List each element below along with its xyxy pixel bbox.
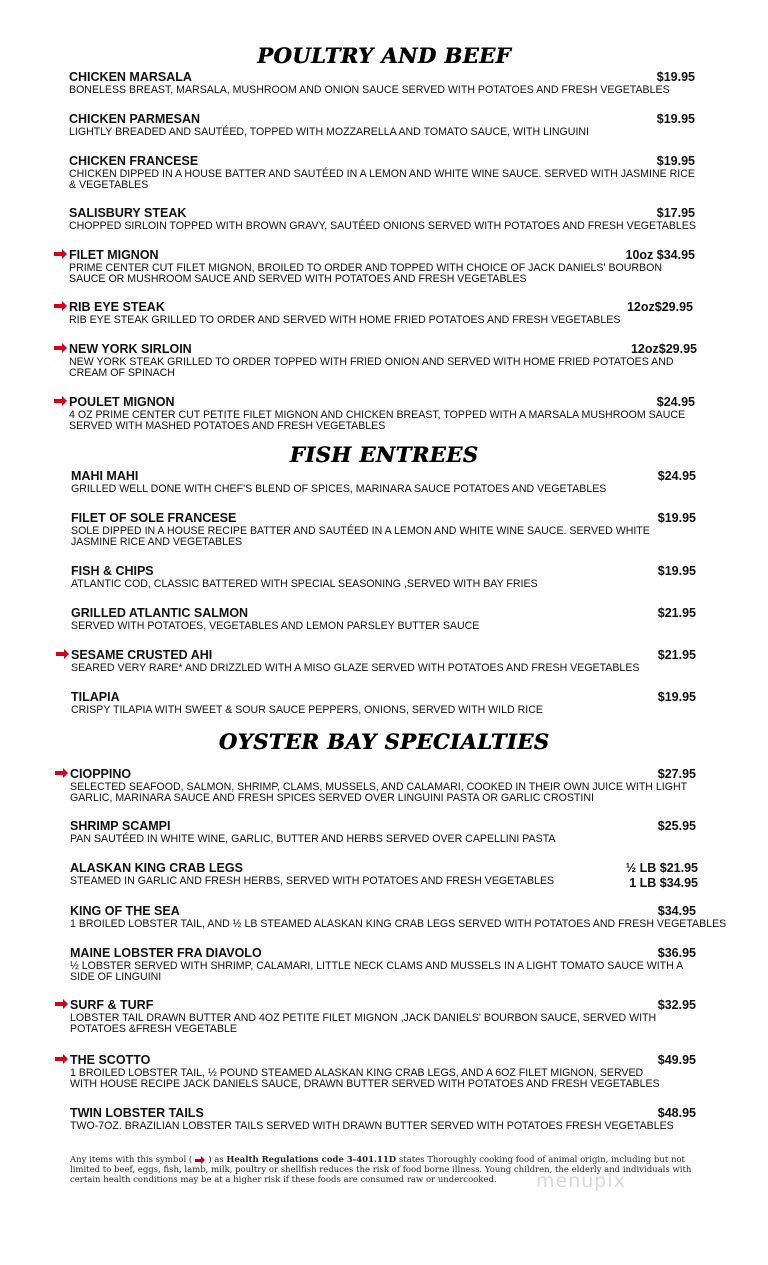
item-price: $19.95 (656, 154, 695, 168)
item-name: SURF & TURF (70, 998, 154, 1012)
item-price: $19.95 (657, 511, 696, 525)
item-price: $19.95 (657, 690, 696, 704)
arrow-icon (54, 252, 63, 256)
item-description: SEARED VERY RARE* AND DRIZZLED WITH A MISO GLAZE SERVED WITH POTATOES AND FRESH VEGETABLES (71, 662, 640, 674)
item-name: CIOPPINO (70, 767, 132, 781)
arrow-icon (192, 1156, 208, 1164)
item-description: TWO-7OZ. BRAZILIAN LOBSTER TAILS SERVED WITH DRAWN BUTTER SERVED WITH POTATOES FRESH VEGETABLES (70, 1120, 674, 1132)
arrow-icon (54, 346, 63, 350)
item-name: POULET MIGNON (69, 395, 175, 409)
item-price: $24.95 (656, 395, 695, 409)
item-price: $34.95 (657, 904, 696, 918)
item-price: $27.95 (657, 767, 696, 781)
item-name: MAHI MAHI (71, 469, 139, 483)
item-price: $48.95 (657, 1106, 696, 1120)
item-description: 1 BROILED LOBSTER TAIL, ½ POUND STEAMED ALASKAN KING CRAB LEGS, AND A 6OZ FILET MIGNON, SERVED WITH HOUSE RECIPE JACK DANIELS SAUCE, DRAWN BUTTER SERVED WITH POTATOES AND FRESH VEGETABLES (70, 1067, 660, 1090)
item-description: BONELESS BREAST, MARSALA, MUSHROOM AND ONION SAUCE SERVED WITH POTATOES AND FRESH VEGETABLES (69, 84, 670, 96)
item-description: ATLANTIC COD, CLASSIC BATTERED WITH SPECIAL SEASONING ,SERVED WITH BAY FRIES (71, 578, 538, 590)
item-description: 1 BROILED LOBSTER TAIL, AND ½ LB STEAMED ALASKAN KING CRAB LEGS SERVED WITH POTATOES AND FRESH VEGETABLES (70, 918, 727, 930)
item-price: 12oz$29.95 (630, 342, 697, 356)
item-name: SESAME CRUSTED AHI (71, 648, 213, 662)
item-description: RIB EYE STEAK GRILLED TO ORDER AND SERVED WITH HOME FRIED POTATOES AND FRESH VEGETABLES (69, 314, 621, 326)
item-price: 12oz$29.95 (626, 300, 693, 314)
disclaimer-text-mid: ) as (208, 1155, 227, 1165)
item-price: $25.95 (657, 819, 696, 833)
arrow-icon (55, 1057, 64, 1061)
item-name: FISH & CHIPS (71, 564, 154, 578)
item-description: CRISPY TILAPIA WITH SWEET & SOUR SAUCE PEPPERS, ONIONS, SERVED WITH WILD RICE (71, 704, 543, 716)
item-description: SERVED WITH POTATOES, VEGETABLES AND LEMON PARSLEY BUTTER SAUCE (71, 620, 480, 632)
item-description: PAN SAUTÉED IN WHITE WINE, GARLIC, BUTTER AND HERBS SERVED OVER CAPELLINI PASTA (70, 833, 556, 845)
section-title-poultry-beef: POULTRY AND BEEF (257, 43, 511, 68)
item-description: LOBSTER TAIL DRAWN BUTTER AND 4OZ PETITE FILET MIGNON ,JACK DANIELS' BOURBON SAUCE, SERVED WITH POTATOES &FRESH VEGETABLE (70, 1012, 657, 1035)
item-description: GRILLED WELL DONE WITH CHEF'S BLEND OF SPICES, MARINARA SAUCE POTATOES AND VEGETABLES (71, 483, 607, 495)
arrow-icon (54, 399, 63, 403)
section-title-oyster-bay: OYSTER BAY SPECIALTIES (218, 729, 550, 754)
arrow-icon (55, 771, 64, 775)
item-name: TWIN LOBSTER TAILS (70, 1106, 204, 1120)
arrow-icon (55, 1002, 64, 1006)
item-description: CHICKEN DIPPED IN A HOUSE BATTER AND SAUTÉED IN A LEMON AND WHITE WINE SAUCE. SERVED WITH JASMINE RICE & VEGETABLES (69, 168, 695, 191)
item-price: 10oz $34.95 (625, 248, 695, 262)
item-price: $21.95 (657, 606, 696, 620)
item-description: LIGHTLY BREADED AND SAUTÉED, TOPPED WITH MOZZARELLA AND TOMATO SAUCE, WITH LINGUINI (69, 126, 589, 138)
item-price-half-lb: ½ LB $21.95 (625, 861, 698, 875)
item-description: SOLE DIPPED IN A HOUSE RECIPE BATTER AND SAUTÉED IN A LEMON AND WHITE WINE SAUCE. SERVED WHITE JASMINE RICE AND VEGETABLES (71, 525, 650, 548)
item-description: 4 OZ PRIME CENTER CUT PETITE FILET MIGNON AND CHICKEN BREAST, TOPPED WITH A MARSALA MUSHROOM SAUCE SERVED WITH MASHED POTATOES AND FRESH VEGETABLES (69, 409, 686, 432)
item-price: $17.95 (656, 206, 695, 220)
item-price-one-lb: 1 LB $34.95 (629, 876, 698, 890)
item-price: $32.95 (657, 998, 696, 1012)
disclaimer-text-end: states Thoroughly cooking food of animal origin, including but not limited to beef, eggs, fish, lamb, milk, poultry or shellfish reduces the risk of food borne illness. Young children, the elderly and individuals with certain health conditions may be at a higher risk if these foods are consumed raw or undercooked. (70, 1155, 692, 1185)
health-code: Health Regulations code 3-401.11D (226, 1155, 397, 1165)
disclaimer-text-start: Any items with this symbol ( (70, 1155, 193, 1165)
item-name: SALISBURY STEAK (69, 206, 187, 220)
item-description: PRIME CENTER CUT FILET MIGNON, BROILED TO ORDER AND TOPPED WITH CHOICE OF JACK DANIELS' BOURBON SAUCE OR MUSHROOM SAUCE AND SERVED WITH POTATOES AND FRESH VEGETABLES (69, 262, 663, 285)
item-name: MAINE LOBSTER FRA DIAVOLO (70, 946, 262, 960)
item-name: FILET MIGNON (69, 248, 159, 262)
item-name: GRILLED ATLANTIC SALMON (71, 606, 249, 620)
item-name: NEW YORK SIRLOIN (69, 342, 192, 356)
item-price: $19.95 (656, 70, 695, 84)
item-price: $19.95 (657, 564, 696, 578)
item-name: TILAPIA (71, 690, 120, 704)
item-price: $24.95 (657, 469, 696, 483)
item-price: $19.95 (656, 112, 695, 126)
item-name: KING OF THE SEA (70, 904, 180, 918)
item-description: ½ LOBSTER SERVED WITH SHRIMP, CALAMARI, LITTLE NECK CLAMS AND MUSSELS IN A LIGHT TOMATO SAUCE WITH A SIDE OF LINGUINI (70, 960, 683, 983)
item-name: SHRIMP SCAMPI (70, 819, 171, 833)
item-name: RIB EYE STEAK (69, 300, 165, 314)
arrow-icon (56, 652, 65, 656)
item-description: STEAMED IN GARLIC AND FRESH HERBS, SERVED WITH POTATOES AND FRESH VEGETABLES (70, 875, 555, 887)
item-name: CHICKEN MARSALA (69, 70, 192, 84)
item-name: FILET OF SOLE FRANCESE (71, 511, 237, 525)
section-title-fish-entrees: FISH ENTREES (289, 442, 479, 467)
item-name: ALASKAN KING CRAB LEGS (70, 861, 243, 875)
item-name: CHICKEN PARMESAN (69, 112, 201, 126)
item-description: SELECTED SEAFOOD, SALMON, SHRIMP, CLAMS, MUSSELS, AND CALAMARI, COOKED IN THEIR OWN JUICE WITH LIGHT GARLIC, MARINARA SAUCE AND FRESH SPICES SERVED OVER LINGUINI PASTA OR GARLIC CROSTINI (70, 781, 687, 804)
item-name: THE SCOTTO (70, 1053, 151, 1067)
arrow-icon (54, 304, 63, 308)
item-description: NEW YORK STEAK GRILLED TO ORDER TOPPED WITH FRIED ONION AND SERVED WITH HOME FRIED POTATOES AND CREAM OF SPINACH (69, 356, 674, 379)
item-price: $36.95 (657, 946, 696, 960)
item-price: $21.95 (657, 648, 696, 662)
menupix-watermark: menupix (536, 1170, 626, 1192)
item-price: $49.95 (657, 1053, 696, 1067)
item-name: CHICKEN FRANCESE (69, 154, 199, 168)
item-description: CHOPPED SIRLOIN TOPPED WITH BROWN GRAVY, SAUTÉED ONIONS SERVED WITH POTATOES AND FRESH VEGETABLES (69, 220, 696, 232)
